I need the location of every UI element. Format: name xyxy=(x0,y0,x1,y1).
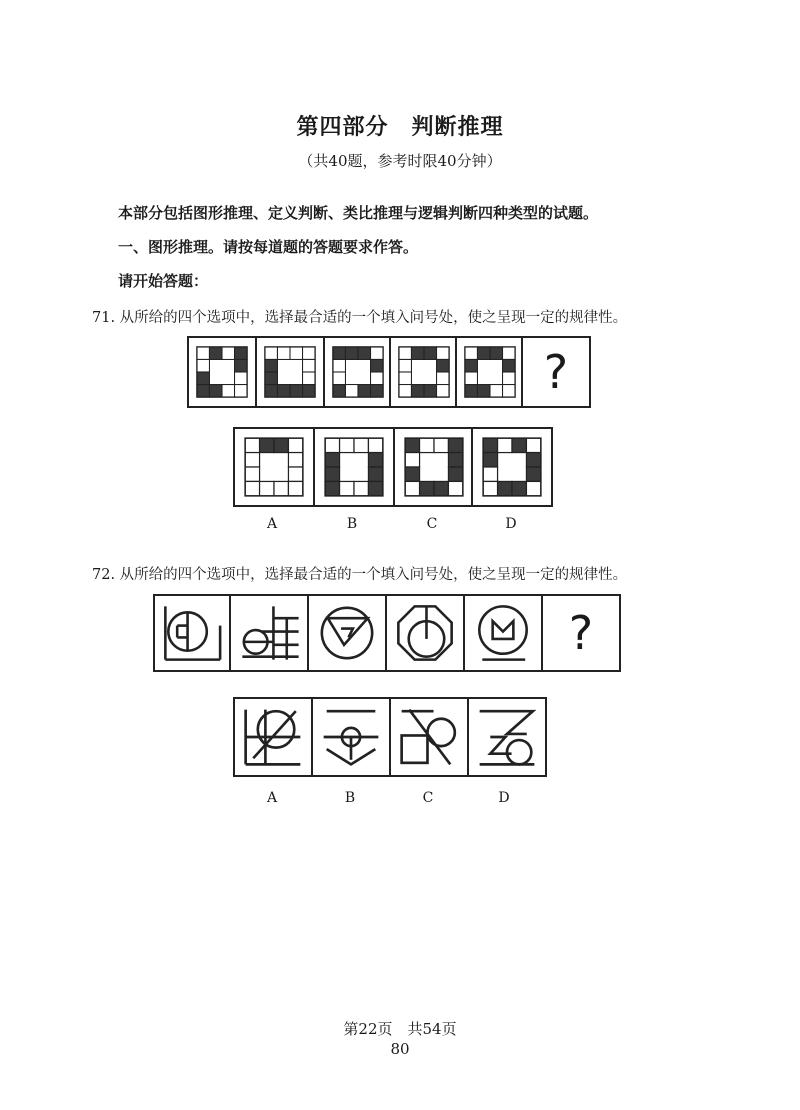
grid-cell-empty xyxy=(448,481,462,495)
grid-cell-filled xyxy=(235,347,248,360)
grid-cell-filled xyxy=(465,359,478,372)
grid-cell-filled xyxy=(448,467,462,481)
grid-cell-empty xyxy=(333,372,346,385)
q72-question-mark-cell xyxy=(541,594,621,672)
q72-stem-figure-5 xyxy=(463,594,543,672)
grid-cell-empty xyxy=(340,481,354,495)
q71-option-c[interactable] xyxy=(393,427,475,507)
q72-stem-figure-1 xyxy=(153,594,231,672)
intro-line-1: 本部分包括图形推理、定义判断、类比推理与逻辑判断四种类型的试题。 xyxy=(118,204,599,222)
question-mark: ? xyxy=(568,606,594,660)
q72-option-c[interactable] xyxy=(389,697,469,777)
grid-cell-empty xyxy=(274,481,288,495)
grid-cell-empty xyxy=(483,481,497,495)
grid-cell-filled xyxy=(197,372,210,385)
q72-option-d[interactable] xyxy=(467,697,547,777)
option-label-c: C xyxy=(426,516,438,532)
grid-cell-empty xyxy=(399,372,412,385)
grid-cell-filled xyxy=(260,438,274,452)
grid-cell-empty xyxy=(288,481,302,495)
grid-cell-empty xyxy=(399,359,412,372)
grid-cell-empty xyxy=(368,438,382,452)
grid-cell-filled xyxy=(483,438,497,452)
grid-cell-empty xyxy=(503,347,516,360)
grid-cell-filled xyxy=(477,347,490,360)
page-info: 第22页 共54页 xyxy=(343,1020,457,1038)
question-mark: ? xyxy=(543,345,569,399)
intro-line-2: 一、图形推理。请按每道题的答题要求作答。 xyxy=(118,238,419,256)
section-subtitle: （共40题，参考时限40分钟） xyxy=(298,152,502,170)
option-label-b: B xyxy=(346,516,358,532)
grid-cell-filled xyxy=(368,453,382,467)
grid-cell-empty xyxy=(483,467,497,481)
grid-cell-filled xyxy=(209,385,222,398)
grid-cell-filled xyxy=(235,359,248,372)
grid-cell-empty xyxy=(465,347,478,360)
q71-stem-figure-4 xyxy=(389,336,459,408)
page-number: 80 xyxy=(390,1040,410,1058)
grid-cell-empty xyxy=(222,347,235,360)
q72-option-a[interactable] xyxy=(233,697,313,777)
grid-cell-filled xyxy=(405,467,419,481)
q71-stem-figure-1 xyxy=(187,336,257,408)
q71-option-b[interactable] xyxy=(313,427,395,507)
grid-cell-empty xyxy=(526,438,540,452)
grid-cell-filled xyxy=(526,453,540,467)
q72-stem-figure-4 xyxy=(385,594,465,672)
grid-cell-filled xyxy=(498,481,512,495)
grid-cell-empty xyxy=(371,372,384,385)
grid-cell-filled xyxy=(477,385,490,398)
grid-cell-filled xyxy=(290,385,303,398)
grid-cell-empty xyxy=(197,347,210,360)
grid-cell-empty xyxy=(340,438,354,452)
grid-cell-empty xyxy=(526,481,540,495)
grid-cell-empty xyxy=(333,359,346,372)
grid-cell-filled xyxy=(345,347,358,360)
grid-cell-filled xyxy=(437,359,450,372)
grid-cell-filled xyxy=(371,385,384,398)
intro-line-3: 请开始答题： xyxy=(118,272,209,290)
grid-cell-filled xyxy=(448,453,462,467)
grid-cell-filled xyxy=(512,481,526,495)
grid-cell-filled xyxy=(490,347,503,360)
grid-cell-empty xyxy=(354,438,368,452)
grid-cell-filled xyxy=(265,385,278,398)
grid-cell-empty xyxy=(222,385,235,398)
grid-cell-empty xyxy=(277,347,290,360)
question-71-prompt xyxy=(92,306,627,327)
grid-cell-empty xyxy=(345,385,358,398)
grid-cell-filled xyxy=(405,438,419,452)
grid-cell-empty xyxy=(245,481,259,495)
grid-cell-empty xyxy=(405,453,419,467)
question-72-prompt xyxy=(92,563,627,584)
grid-cell-filled xyxy=(325,453,339,467)
grid-cell-empty xyxy=(303,359,316,372)
grid-cell-filled xyxy=(465,385,478,398)
q72-option-label-b: B xyxy=(344,790,356,806)
q71-stem-figure-3 xyxy=(323,336,393,408)
grid-cell-empty xyxy=(465,372,478,385)
grid-cell-empty xyxy=(303,372,316,385)
q71-stem-figure-2 xyxy=(255,336,325,408)
grid-cell-empty xyxy=(420,438,434,452)
grid-cell-filled xyxy=(371,359,384,372)
question-mark-cell xyxy=(521,336,591,408)
grid-cell-filled xyxy=(333,385,346,398)
grid-cell-filled xyxy=(411,385,424,398)
q72-option-label-a: A xyxy=(266,790,278,806)
grid-cell-filled xyxy=(277,385,290,398)
grid-cell-filled xyxy=(411,347,424,360)
grid-cell-filled xyxy=(265,359,278,372)
grid-cell-empty xyxy=(245,438,259,452)
grid-cell-filled xyxy=(424,385,437,398)
grid-cell-empty xyxy=(503,372,516,385)
grid-cell-filled xyxy=(368,467,382,481)
grid-cell-filled xyxy=(512,438,526,452)
grid-cell-empty xyxy=(288,453,302,467)
grid-cell-filled xyxy=(333,347,346,360)
grid-cell-filled xyxy=(209,347,222,360)
grid-cell-empty xyxy=(235,385,248,398)
grid-cell-filled xyxy=(358,347,371,360)
grid-cell-empty xyxy=(371,347,384,360)
grid-cell-empty xyxy=(437,372,450,385)
grid-cell-empty xyxy=(399,385,412,398)
grid-cell-filled xyxy=(274,438,288,452)
grid-cell-empty xyxy=(490,385,503,398)
grid-cell-filled xyxy=(503,359,516,372)
q72-stem-figure-3 xyxy=(307,594,387,672)
question-text: 从所给的四个选项中，选择最合适的一个填入问号处，使之呈现一定的规律性。 xyxy=(119,310,628,326)
grid-cell-filled xyxy=(420,481,434,495)
grid-cell-empty xyxy=(498,438,512,452)
grid-cell-filled xyxy=(483,453,497,467)
q72-option-label-c: C xyxy=(422,790,434,806)
grid-cell-filled xyxy=(325,467,339,481)
grid-cell-empty xyxy=(325,438,339,452)
question-number: 72. xyxy=(92,567,116,583)
question-text: 从所给的四个选项中，选择最合适的一个填入问号处，使之呈现一定的规律性。 xyxy=(119,567,628,583)
section-title: 第四部分 判断推理 xyxy=(296,115,504,140)
grid-cell-empty xyxy=(245,453,259,467)
grid-cell-empty xyxy=(399,347,412,360)
grid-cell-filled xyxy=(434,481,448,495)
grid-cell-empty xyxy=(437,385,450,398)
grid-cell-filled xyxy=(197,385,210,398)
grid-cell-empty xyxy=(405,481,419,495)
grid-cell-empty xyxy=(235,372,248,385)
grid-cell-filled xyxy=(358,385,371,398)
grid-cell-filled xyxy=(448,438,462,452)
grid-cell-filled xyxy=(424,347,437,360)
grid-cell-empty xyxy=(260,481,274,495)
option-label-d: D xyxy=(505,516,517,532)
option-label-a: A xyxy=(266,516,278,532)
grid-cell-empty xyxy=(290,347,303,360)
q71-stem-figure-5 xyxy=(455,336,525,408)
grid-cell-filled xyxy=(368,481,382,495)
q72-stem-figure-2 xyxy=(229,594,309,672)
grid-cell-empty xyxy=(303,347,316,360)
grid-cell-filled xyxy=(325,481,339,495)
grid-cell-empty xyxy=(245,467,259,481)
grid-cell-empty xyxy=(197,359,210,372)
q72-option-b[interactable] xyxy=(311,697,391,777)
question-number: 71. xyxy=(92,310,116,326)
grid-cell-filled xyxy=(265,372,278,385)
grid-cell-filled xyxy=(303,385,316,398)
grid-cell-empty xyxy=(288,467,302,481)
grid-cell-empty xyxy=(503,385,516,398)
grid-cell-empty xyxy=(434,438,448,452)
grid-cell-empty xyxy=(437,347,450,360)
grid-cell-empty xyxy=(265,347,278,360)
q71-option-a[interactable] xyxy=(233,427,315,507)
q72-option-label-d: D xyxy=(498,790,510,806)
grid-cell-filled xyxy=(526,467,540,481)
grid-cell-empty xyxy=(288,438,302,452)
grid-cell-empty xyxy=(354,481,368,495)
q71-option-d[interactable] xyxy=(471,427,553,507)
